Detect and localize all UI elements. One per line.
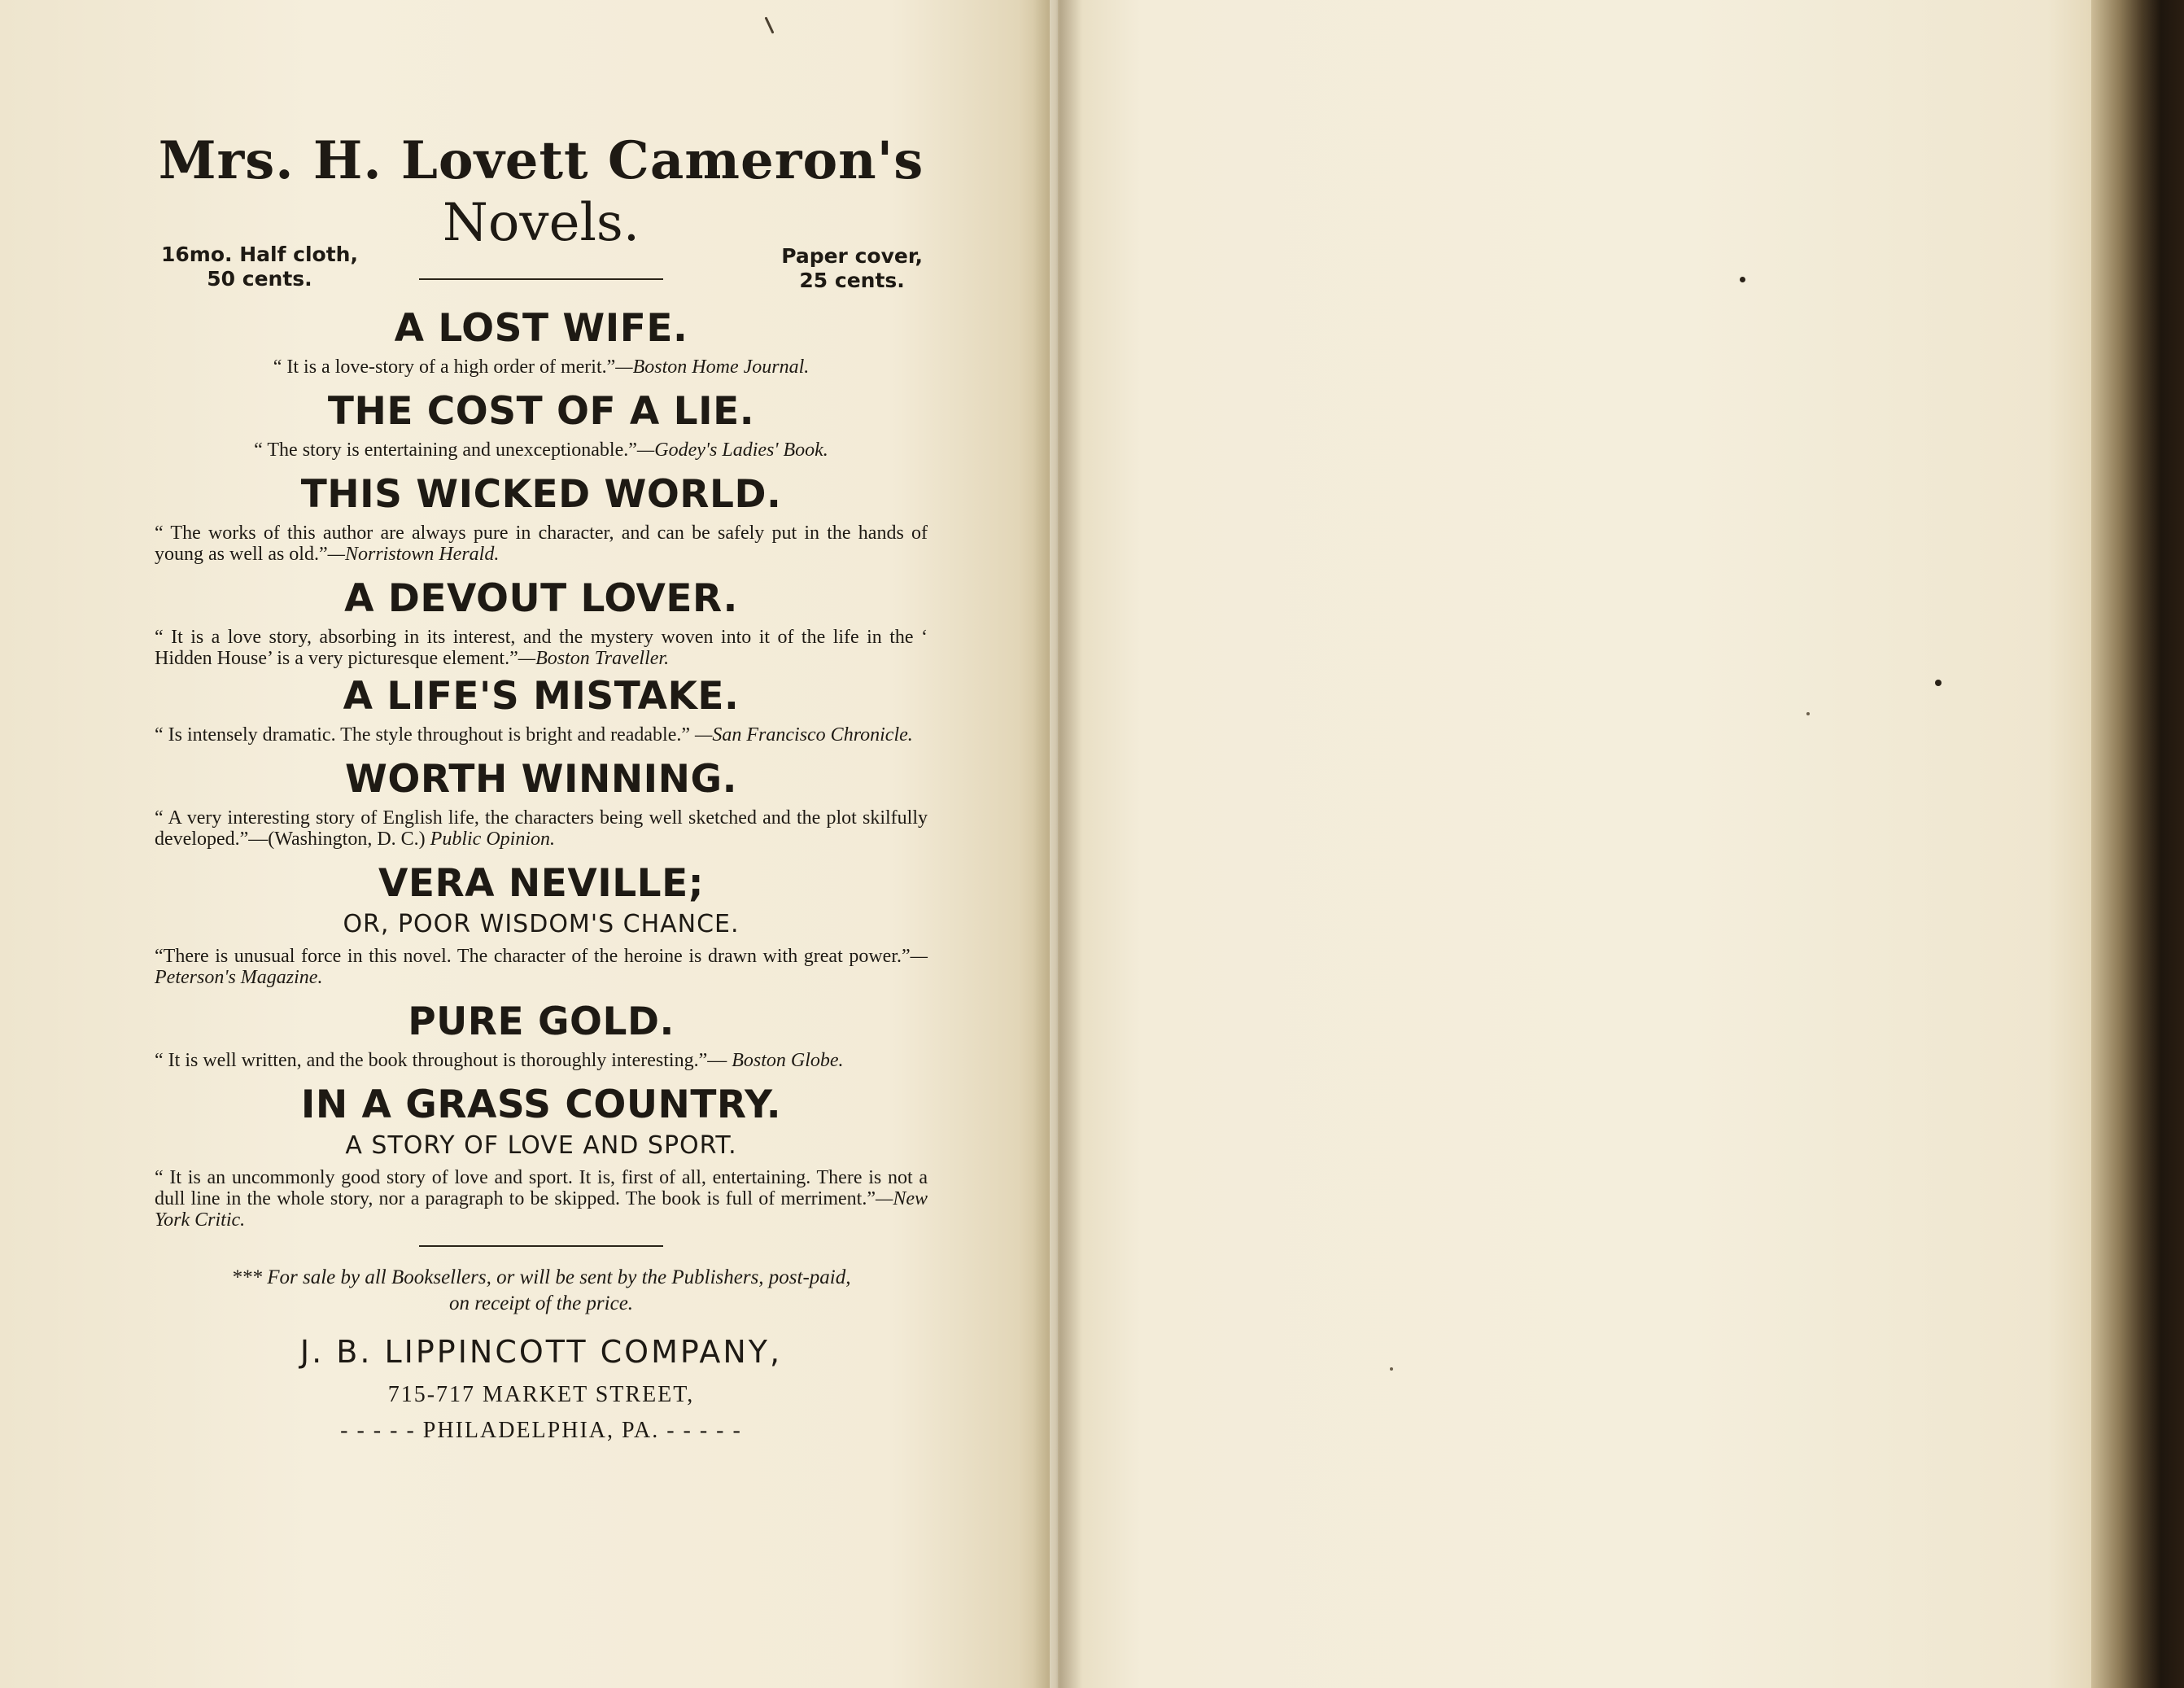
book-title: WORTH WINNING. (345, 757, 737, 802)
book-title: IN A GRASS COUNTRY. (300, 1082, 782, 1127)
book-subtitle: A STORY OF LOVE AND SPORT. (345, 1131, 737, 1160)
book-entry (155, 674, 928, 746)
paper-speck (1740, 277, 1745, 282)
review-source: —New York Critic. (155, 1188, 928, 1231)
review-source: —Godey's Ladies' Book. (636, 439, 828, 461)
book-title: THIS WICKED WORLD. (300, 472, 782, 517)
price-half-cloth-amount: 50 cents. (207, 267, 312, 291)
publisher-city: - - - - - PHILADELPHIA, PA. - - - - - (340, 1418, 742, 1443)
book-title: A LOST WIFE. (394, 306, 688, 351)
sale-notice-line1: *** For sale by all Booksellers, or will be sent by the Publishers, post-paid, (231, 1266, 851, 1288)
book-entry (155, 472, 928, 565)
review-source: —Norristown Herald. (327, 544, 500, 565)
review-quote: “There is unusual force in this novel. The character of the heroine is drawn with great power.” (155, 946, 911, 967)
review-source: —Boston Traveller. (518, 648, 670, 669)
price-half-cloth-format: 16mo. Half cloth, (161, 243, 358, 266)
book-title: A LIFE'S MISTAKE. (343, 674, 740, 719)
review-quote: “ The story is entertaining and unexceptionable.” (254, 439, 637, 461)
review-quote: “ It is a love story, absorbing in its interest, and the mystery woven into it of the life in the ‘ Hidden House’ is a very picturesque element.” (155, 627, 928, 669)
review-source: —Boston Home Journal. (615, 356, 810, 378)
page-title: Mrs. H. Lovett Cameron's (158, 130, 924, 191)
review-source: —Peterson's Magazine. (155, 946, 928, 988)
right-page (1058, 0, 2099, 1688)
book-title: THE COST OF A LIE. (327, 389, 755, 434)
review-source: —San Francisco Chronicle. (695, 724, 913, 746)
review-source: Public Opinion. (430, 829, 555, 850)
paper-speck (1935, 680, 1942, 686)
book-review (155, 724, 928, 746)
book-review (155, 1050, 928, 1071)
review-quote: “ A very interesting story of English life, the characters being well sketched and the plot skilfully developed.”—(Washington, D. C.) (155, 807, 928, 850)
book-title: PURE GOLD. (408, 999, 675, 1044)
review-source: Boston Globe. (732, 1050, 844, 1071)
paper-speck (1806, 712, 1810, 715)
page-title-line2: Novels. (442, 193, 640, 253)
paper-speck (1390, 1367, 1393, 1371)
price-paper-cover (781, 244, 923, 293)
book-entry (155, 999, 928, 1071)
book-review (155, 439, 928, 461)
book-entry (155, 576, 928, 669)
sale-notice-line2: on receipt of the price. (448, 1292, 634, 1314)
book-entry (155, 389, 928, 461)
sale-notice (155, 1265, 928, 1317)
book-entry (155, 757, 928, 850)
book-review (155, 627, 928, 669)
book-title: A DEVOUT LOVER. (344, 576, 738, 621)
book-subtitle: OR, POOR WISDOM'S CHANCE. (343, 910, 740, 938)
book-title: VERA NEVILLE; (378, 861, 704, 906)
book-review (155, 946, 928, 988)
title-rule (419, 278, 663, 280)
book-review (155, 523, 928, 565)
book-cover-edge (2091, 0, 2184, 1688)
advertisement-page (155, 130, 928, 1447)
page-gutter (1033, 0, 1082, 1688)
review-quote: “ Is intensely dramatic. The style throughout is bright and readable.” (155, 724, 691, 746)
book-review (155, 807, 928, 850)
price-paper-cover-format: Paper cover, (781, 244, 923, 268)
book-review (155, 1167, 928, 1231)
price-paper-cover-amount: 25 cents. (799, 269, 905, 292)
book-entry (155, 861, 928, 988)
publisher-name: J. B. LIPPINCOTT COMPANY, (299, 1334, 783, 1370)
book-review (155, 356, 928, 378)
review-quote: “ It is a love-story of a high order of merit.” (273, 356, 616, 378)
review-quote: “ It is well written, and the book throughout is thoroughly interesting.”— (155, 1050, 727, 1071)
book-entry (155, 306, 928, 378)
review-quote: “ It is an uncommonly good story of love and sport. It is, first of all, entertaining. There is not a dull line in the whole story, nor a paragraph to be skipped. The book is full of merriment.” (155, 1167, 928, 1209)
footer-rule (419, 1245, 663, 1247)
review-quote: “ The works of this author are always pure in character, and can be safely put in the hands of young as well as old.” (155, 523, 928, 565)
publisher-street: 715-717 MARKET STREET, (387, 1382, 695, 1407)
book-entry (155, 1082, 928, 1231)
price-half-cloth (161, 243, 358, 291)
